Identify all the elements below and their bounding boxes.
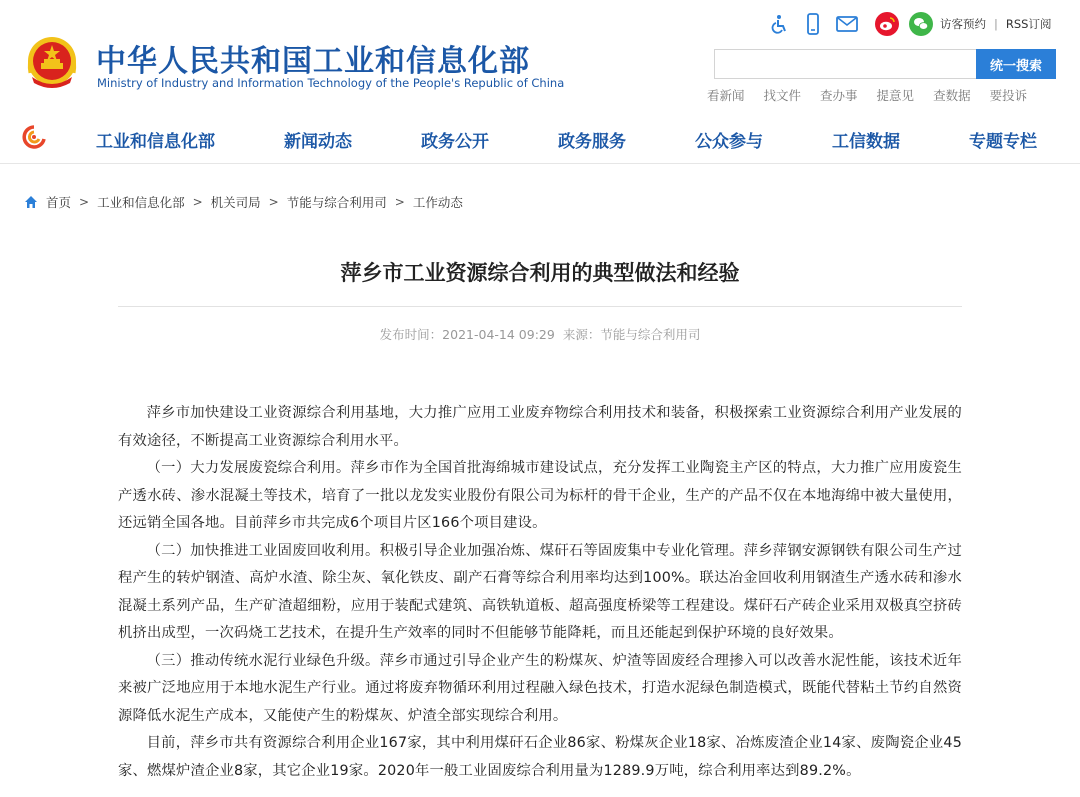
nav-item-gov-affairs[interactable]: 政务公开 [421,132,489,152]
article-paragraph: （三）推动传统水泥行业绿色升级。萍乡市通过引导企业产生的粉煤灰、炉渣等固废经合理掺入可以改善水泥性能，该技术近年来被广泛地应用于本地水泥生产行业。通过将废弃物循环利用过程融入绿色技术，打造水泥绿色制造模式，既能代替粘土节约自然资源降低水泥生产成本，又能使产生的粉煤灰、炉渣全部实现综合利用。 [118,652,962,724]
top-links-separator: | [994,17,998,31]
breadcrumb-home[interactable]: 首页 [46,195,72,210]
mail-icon[interactable] [834,11,860,37]
publish-time: 2021-04-14 09:29 [442,327,555,342]
nav-item-data[interactable]: 工信数据 [832,132,900,152]
quick-link-files[interactable]: 找文件 [763,88,802,103]
title-divider [118,306,962,307]
miit-logo-icon[interactable] [20,124,48,150]
search-button[interactable]: 统一搜索 [976,49,1056,79]
source-label: 来源： [562,327,601,342]
breadcrumb-departments[interactable]: 机关司局 [210,195,261,210]
article-paragraph: （一）大力发展废瓷综合利用。萍乡市作为全国首批海绵城市建设试点，充分发挥工业陶瓷主产区的特点，大力推广应用废瓷生产透水砖、渗水混凝土等技术，培育了一批以龙发实业股份有限公司为标杆的骨干企业，生产的产品不仅在本地海绵中被大量使用，还远销全国各地。目前萍乡市共完成6个项目片区166个项目建设。 [118,460,962,531]
weibo-icon[interactable] [874,11,900,37]
nav-item-news[interactable]: 新闻动态 [284,132,352,152]
breadcrumb-work-news[interactable]: 工作动态 [412,195,463,210]
quick-link-complaint[interactable]: 要投诉 [989,88,1028,103]
top-links [940,16,1051,32]
publish-label: 发布时间： [379,327,443,342]
breadcrumb-energy-dept[interactable]: 节能与综合利用司 [286,195,387,210]
site-title[interactable]: 中华人民共和国工业和信息化部 [96,44,530,79]
quick-link-feedback[interactable]: 提意见 [876,88,915,103]
nav-item-topics[interactable]: 专题专栏 [969,132,1037,152]
article-body [118,400,962,785]
breadcrumb-separator: > [394,195,405,209]
quick-links [707,86,1027,104]
article-title: 萍乡市工业资源综合利用的典型做法和经验 [340,261,740,285]
article-paragraph: 目前，萍乡市共有资源综合利用企业167家，其中利用煤矸石企业86家、粉煤灰企业18家、冶炼废渣企业14家、废陶瓷企业45家、燃煤炉渣企业8家，其它企业19家。2020年一般工业固废综合利用量为1289.9万吨，综合利用率达到89.2%。 [118,735,962,779]
site-header [0,0,1080,110]
breadcrumb-ministry[interactable]: 工业和信息化部 [97,195,185,210]
quick-link-data[interactable]: 查数据 [933,88,971,103]
breadcrumb-separator: > [79,195,90,209]
breadcrumb-separator: > [192,195,203,209]
search-input[interactable] [714,49,976,79]
wechat-icon[interactable] [908,11,934,37]
article-meta [118,325,962,343]
site-subtitle: Ministry of Industry and Information Technology of the People's Republic of China [97,76,565,90]
article-paragraph: 萍乡市加快建设工业资源综合利用基地，大力推广应用工业废弃物综合利用技术和装备，积极探索工业资源综合利用产业发展的有效途径，不断提高工业资源综合利用水平。 [118,405,962,449]
main-nav [0,112,1080,164]
breadcrumb [24,193,463,211]
top-icon-bar [766,11,942,37]
quick-link-news[interactable]: 看新闻 [707,88,745,103]
home-icon[interactable] [24,195,38,209]
article-paragraph: （二）加快推进工业固废回收利用。积极引导企业加强冶炼、煤矸石等固废集中专业化管理。萍乡萍钢安源钢铁有限公司生产过程产生的转炉钢渣、高炉水渣、除尘灰、氧化铁皮、副产石膏等综合利用率均达到100%。联达冶金回收利用钢渣生产透水砖和渗水混凝土系列产品，生产矿渣超细粉，应用于装配式建筑、高铁轨道板、超高强度桥梁等工程建设。煤矸石产砖企业采用双极真空挤砖机挤出成型，一次码烧工艺技术，在提升生产效率的同时不但能够节能降耗，而且还能起到保护环境的良好效果。 [118,542,962,641]
rss-link[interactable]: RSS订阅 [1005,17,1052,31]
nav-item-public-participation[interactable]: 公众参与 [695,132,763,152]
accessibility-icon[interactable] [766,11,792,37]
source-value: 节能与综合利用司 [600,327,701,342]
visitor-booking-link[interactable]: 访客预约 [940,17,986,31]
breadcrumb-separator: > [268,195,279,209]
quick-link-services[interactable]: 查办事 [820,88,858,103]
nav-item-ministry[interactable]: 工业和信息化部 [96,132,215,152]
national-emblem-icon[interactable] [22,33,82,93]
mobile-icon[interactable] [800,11,826,37]
nav-item-gov-services[interactable]: 政务服务 [558,132,626,152]
